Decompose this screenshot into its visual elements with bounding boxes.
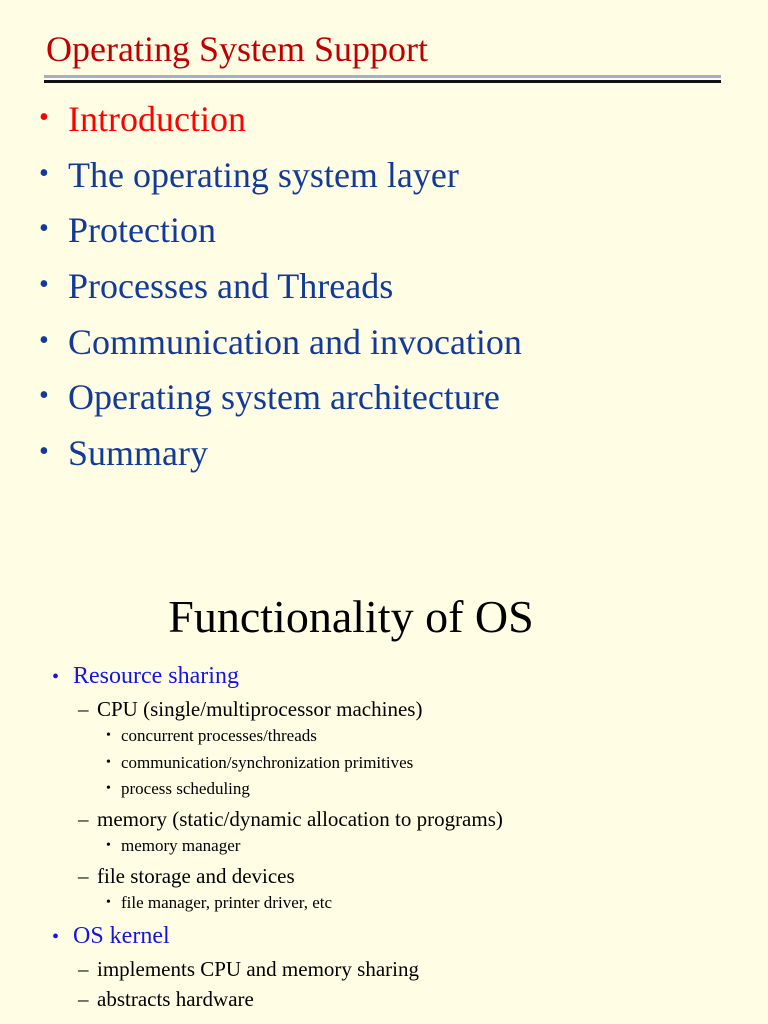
item-label: process scheduling bbox=[121, 779, 250, 798]
bullet-label: Resource sharing bbox=[73, 663, 239, 689]
title-rule-dark bbox=[44, 80, 721, 83]
bullet-icon: • bbox=[106, 838, 111, 853]
bullet-icon: • bbox=[39, 380, 49, 412]
bullet-icon: • bbox=[39, 324, 49, 356]
outline-item-label: Communication and invocation bbox=[68, 321, 522, 362]
item-label: concurrent processes/threads bbox=[121, 726, 317, 745]
dash-icon: – bbox=[78, 864, 89, 888]
bullet-icon: • bbox=[39, 269, 49, 301]
bullet-os-kernel bbox=[52, 922, 170, 951]
dash-icon: – bbox=[78, 957, 89, 981]
outline-item-label: The operating system layer bbox=[68, 154, 459, 195]
bullet-icon: • bbox=[39, 157, 49, 189]
subbullet-cpu bbox=[78, 696, 422, 722]
subbullet-label: abstracts hardware bbox=[97, 987, 254, 1011]
subbullet-abstracts-hardware bbox=[78, 986, 254, 1012]
bullet-icon: • bbox=[52, 926, 60, 948]
title-rule-light bbox=[44, 75, 721, 78]
item-label: file manager, printer driver, etc bbox=[121, 893, 333, 912]
item-communication-primitives bbox=[106, 752, 413, 774]
subbullet-label: memory (static/dynamic allocation to programs) bbox=[97, 807, 503, 831]
item-file-manager bbox=[106, 892, 332, 914]
bullet-icon: • bbox=[106, 895, 111, 910]
dash-icon: – bbox=[78, 987, 89, 1011]
bullet-icon: • bbox=[106, 728, 111, 743]
bullet-icon: • bbox=[39, 213, 49, 245]
slide1-title: Operating System Support bbox=[46, 29, 428, 69]
bullet-icon: • bbox=[106, 781, 111, 796]
bullet-icon: • bbox=[52, 666, 60, 688]
item-memory-manager bbox=[106, 835, 240, 857]
dash-icon: – bbox=[78, 807, 89, 831]
outline-item-label: Protection bbox=[68, 210, 216, 251]
bullet-icon: • bbox=[39, 102, 49, 133]
outline-item-label: Processes and Threads bbox=[68, 266, 394, 307]
bullet-icon: • bbox=[106, 755, 111, 770]
outline-item-label: Operating system architecture bbox=[68, 377, 500, 418]
item-label: communication/synchronization primitives bbox=[121, 753, 414, 772]
subbullet-implements-sharing bbox=[78, 956, 419, 982]
subbullet-label: implements CPU and memory sharing bbox=[97, 957, 419, 981]
item-label: memory manager bbox=[121, 836, 241, 855]
bullet-resource-sharing bbox=[52, 662, 239, 691]
dash-icon: – bbox=[78, 697, 89, 721]
item-concurrent-processes bbox=[106, 725, 317, 747]
item-process-scheduling bbox=[106, 778, 250, 800]
outline-item-label: Introduction bbox=[68, 99, 246, 139]
slide2-title: Functionality of OS bbox=[168, 591, 534, 642]
subbullet-label: CPU (single/multiprocessor machines) bbox=[97, 697, 423, 721]
subbullet-memory bbox=[78, 806, 503, 832]
bullet-icon: • bbox=[39, 436, 49, 468]
outline-item-label: Summary bbox=[68, 433, 208, 474]
subbullet-file-storage bbox=[78, 863, 295, 889]
bullet-label: OS kernel bbox=[73, 923, 170, 949]
subbullet-label: file storage and devices bbox=[97, 864, 295, 888]
